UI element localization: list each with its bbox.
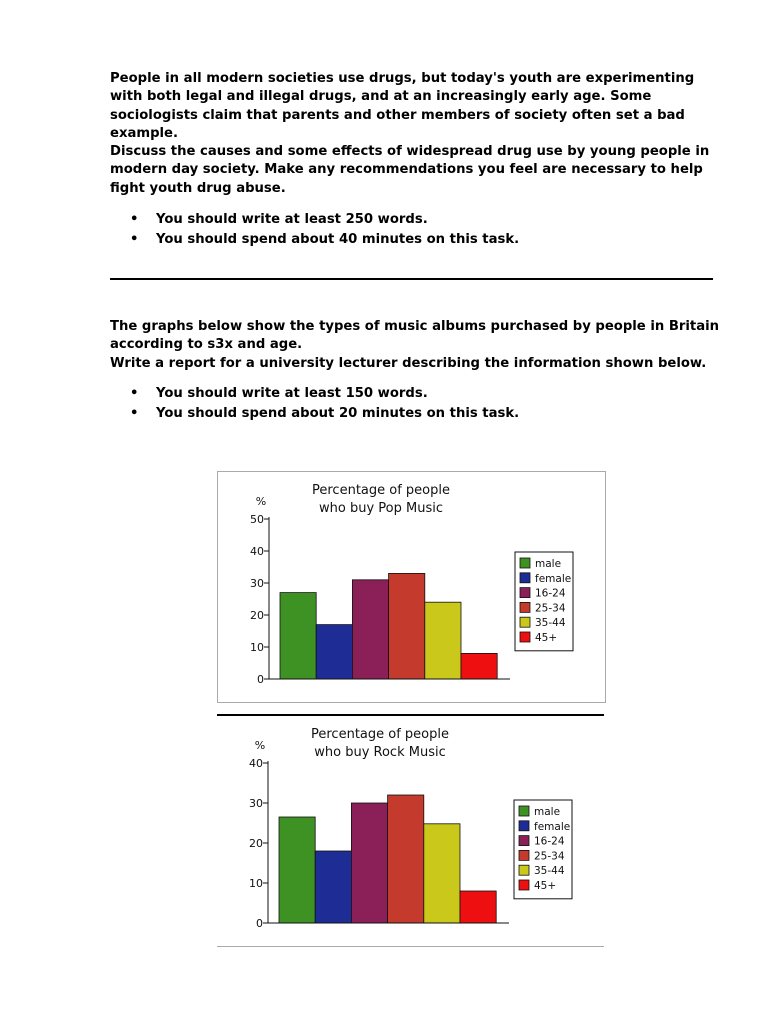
bullet-icon: • [130,231,139,247]
instruction-text: You should write at least 150 words. [156,386,428,401]
list-item [110,384,720,404]
legend-label: 25-34 [534,850,565,863]
pop-music-chart-frame [217,471,606,703]
y-tick-label: 0 [256,917,263,930]
chart-title: Percentage of people [312,483,450,498]
prompt-line: Write a report for a university lecturer describing the information shown below. [110,355,707,371]
prompt-line: with both legal and illegal drugs, and at an increasingly early age. Some [110,89,652,105]
bullet-icon: • [130,212,139,227]
legend-label: male [534,806,561,818]
legend-swatch [520,602,530,612]
task1-prompt [110,70,720,198]
bar-male [280,593,316,679]
y-tick-label: 20 [250,609,264,622]
y-tick-label: 50 [250,513,264,526]
legend-swatch [519,850,529,860]
y-tick-label: 30 [250,577,264,590]
list-item [110,210,720,230]
prompt-line: sociologists claim that parents and other members of society often set a bad [110,107,685,123]
bar-male [279,817,315,923]
legend-swatch [519,865,529,875]
instruction-text: You should spend about 20 minutes on this task. [156,405,520,421]
legend-swatch [519,836,529,846]
bar-45+ [461,653,497,679]
bar-16-24 [352,580,388,679]
task1-instructions [110,210,720,249]
legend-swatch [520,558,530,568]
legend-label: 45+ [534,880,557,892]
chart-title: who buy Pop Music [319,501,443,516]
legend-label: female [535,572,572,585]
bar-35-44 [424,824,460,923]
bar-25-34 [388,795,424,923]
chart-title: who buy Rock Music [314,745,446,760]
y-tick-label: 40 [250,545,264,558]
prompt-line: example. [110,125,179,141]
rock-music-chart-frame [217,714,604,947]
bullet-icon: • [130,386,139,401]
prompt-line: Discuss the causes and some effects of widespread drug use by young people in [110,144,710,160]
legend-label: 25-34 [535,602,566,615]
y-axis-label: % [255,495,267,508]
y-tick-label: 40 [249,757,263,770]
legend-label: 35-44 [535,617,566,630]
legend-swatch [519,806,529,816]
y-tick-label: 0 [257,673,264,686]
bar-female [316,625,352,679]
instruction-text: You should write at least 250 words. [156,212,428,227]
legend-label: male [535,558,562,570]
y-tick-label: 20 [249,837,263,850]
pop-music-chart [218,472,605,702]
y-tick-label: 10 [249,877,263,890]
bar-female [315,851,351,923]
task2-instructions [110,384,720,423]
list-item [110,404,720,424]
prompt-line: The graphs below show the types of music albums purchased by people in Britain [110,319,720,334]
legend-label: 16-24 [534,835,565,848]
section-divider [110,278,713,280]
prompt-line: modern day society. Make any recommendations you feel are necessary to help [110,162,703,178]
bar-16-24 [351,803,387,923]
legend-swatch [519,880,529,890]
list-item [110,230,720,250]
legend-swatch [519,821,529,831]
instruction-text: You should spend about 40 minutes on this task. [156,231,520,247]
prompt-line: People in all modern societies use drugs, but today's youth are experimenting [110,71,695,86]
bar-35-44 [425,602,461,679]
legend-label: 35-44 [534,865,565,878]
prompt-line: fight youth drug abuse. [110,180,286,196]
legend-swatch [520,588,530,598]
bar-45+ [460,891,496,923]
prompt-line: according to s3x and age. [110,337,303,353]
legend-swatch [520,617,530,627]
y-tick-label: 10 [250,641,264,654]
task2-prompt [110,318,720,373]
bullet-icon: • [130,405,139,421]
chart-title: Percentage of people [311,727,449,742]
y-axis-label: % [254,739,266,752]
rock-music-chart [217,716,604,946]
legend-label: 16-24 [535,587,566,600]
y-tick-label: 30 [249,797,263,810]
legend-swatch [520,573,530,583]
legend-label: female [534,820,571,833]
legend-label: 45+ [535,632,558,644]
legend-swatch [520,632,530,642]
bar-25-34 [389,573,425,679]
